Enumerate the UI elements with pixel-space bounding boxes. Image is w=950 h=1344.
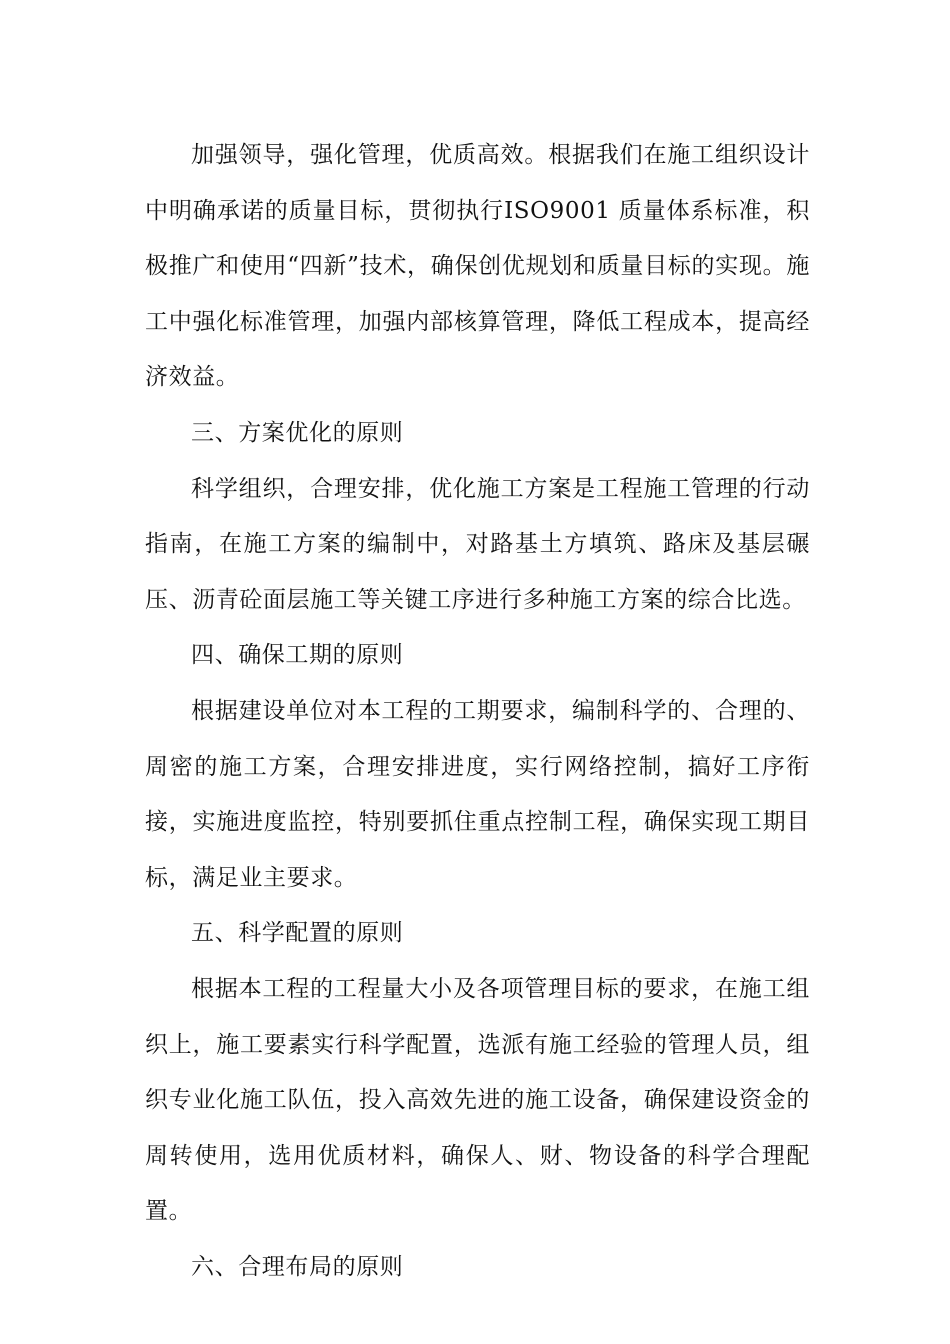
body-paragraph-scheme-optimization: 科学组织，合理安排，优化施工方案是工程施工管理的行动指南，在施工方案的编制中，对路基土方填筑、路床及基层碾压、沥青砼面层施工等关键工序进行多种施工方案的综合比选。 bbox=[145, 475, 810, 613]
body-paragraph-resource-allocation: 根据本工程的工程量大小及各项管理目标的要求，在施工组织上，施工要素实行科学配置，选派有施工经验的管理人员，组织专业化施工队伍，投入高效先进的施工设备，确保建设资金的周转使用，选用优质材料，确保人、财、物设备的科学合理配置。 bbox=[145, 975, 810, 1225]
section-heading-schedule: 四、确保工期的原则 bbox=[191, 642, 404, 669]
section-heading-resource-allocation: 五、科学配置的原则 bbox=[191, 920, 404, 947]
section-heading-layout: 六、合理布局的原则 bbox=[191, 1253, 404, 1280]
section-heading-scheme-optimization: 三、方案优化的原则 bbox=[191, 419, 404, 446]
document-body bbox=[145, 128, 810, 1295]
body-paragraph-quality: 加强领导，强化管理，优质高效。根据我们在施工组织设计中明确承诺的质量目标，贯彻执行ISO9001 质量体系标准，积极推广和使用“四新”技术，确保创优规划和质量目标的实现。施工中强化标准管理，加强内部核算管理，降低工程成本，提高经济效益。 bbox=[145, 142, 810, 391]
body-paragraph-schedule: 根据建设单位对本工程的工期要求，编制科学的、合理的、周密的施工方案，合理安排进度，实行网络控制，搞好工序衔接，实施进度监控，特别要抓住重点控制工程，确保实现工期目标，满足业主要求。 bbox=[145, 697, 810, 891]
